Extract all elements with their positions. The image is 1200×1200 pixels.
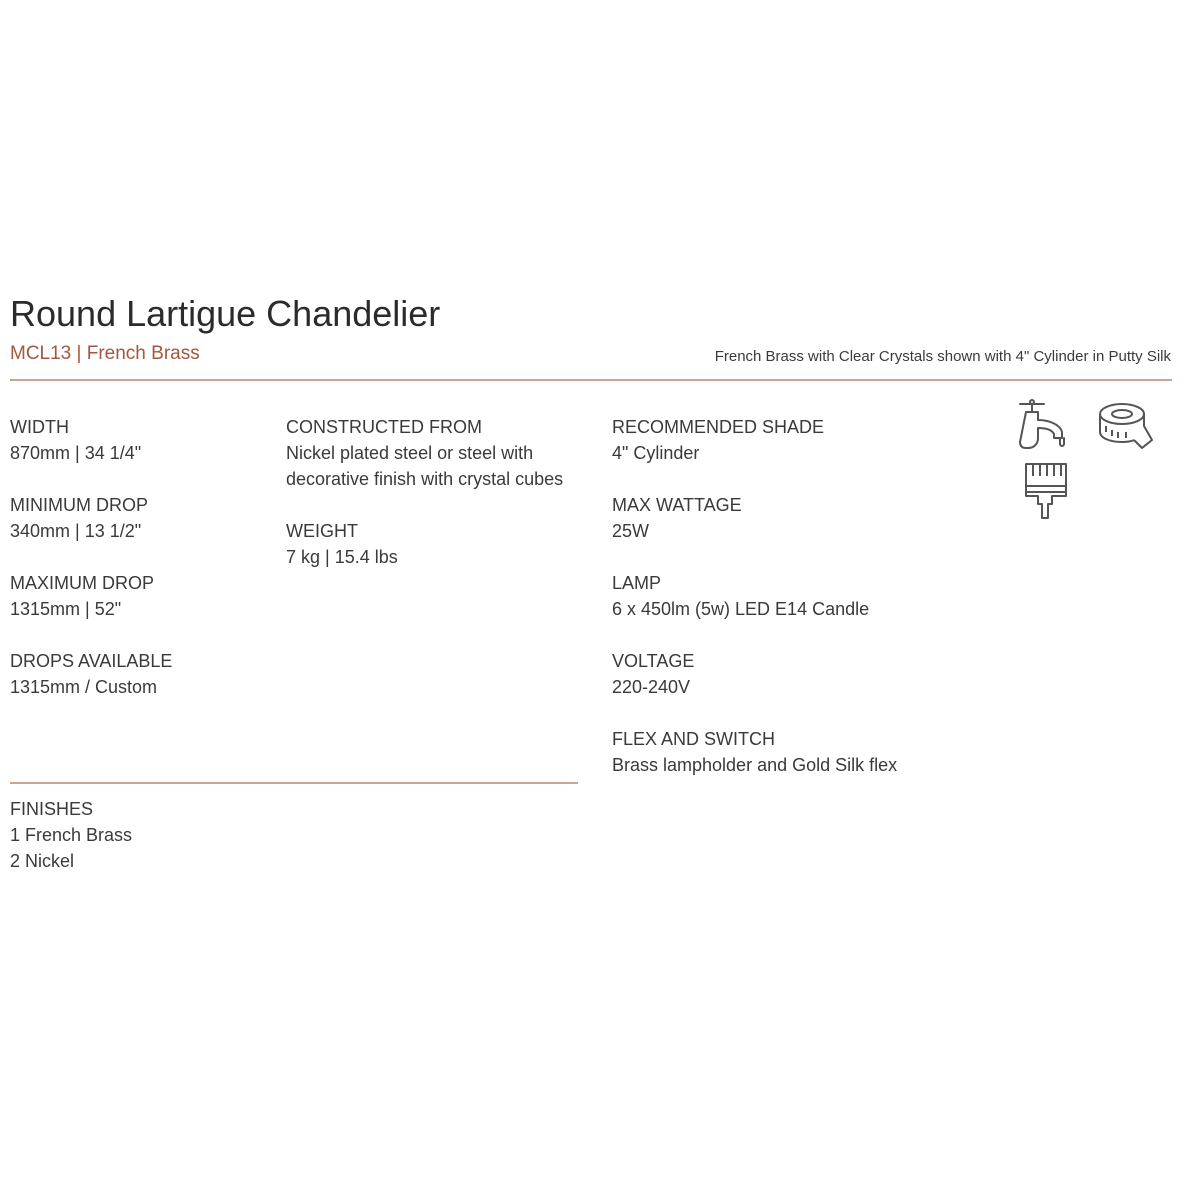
- image-caption: French Brass with Clear Crystals shown with 4" Cylinder in Putty Silk: [714, 348, 1171, 365]
- finish-item: 2 Nickel: [10, 851, 75, 871]
- spec-label: MAX WATTAGE: [612, 495, 742, 515]
- finish-item: 1 French Brass: [10, 825, 133, 845]
- spec-label: CONSTRUCTED FROM: [286, 417, 482, 437]
- spec-column-3: [612, 414, 992, 804]
- spec-width: [10, 414, 270, 466]
- spec-lamp: [612, 570, 992, 622]
- spec-value: 1315mm | 52": [10, 599, 122, 619]
- spec-value: 870mm | 34 1/4": [10, 443, 142, 463]
- spec-maximum-drop: [10, 570, 270, 622]
- spec-label: WIDTH: [10, 417, 69, 437]
- paint-brush-icon: [1022, 462, 1070, 520]
- spec-label: LAMP: [612, 573, 662, 593]
- spec-column-2: [286, 414, 606, 596]
- product-code-finish: MCL13 | French Brass: [10, 343, 200, 364]
- spec-value: 4" Cylinder: [612, 443, 700, 463]
- spec-value: 1315mm / Custom: [10, 677, 158, 697]
- spec-flex-and-switch: [612, 726, 992, 778]
- finishes-label: FINISHES: [10, 799, 94, 819]
- spec-value: decorative finish with crystal cubes: [286, 469, 564, 489]
- spec-label: RECOMMENDED SHADE: [612, 417, 825, 437]
- spec-value: 7 kg | 15.4 lbs: [286, 547, 398, 567]
- spec-weight: [286, 518, 606, 570]
- spec-label: VOLTAGE: [612, 651, 695, 671]
- spec-value: 25W: [612, 521, 650, 541]
- tap-icon: [1016, 398, 1076, 456]
- product-title: Round Lartigue Chandelier: [10, 293, 441, 334]
- spec-minimum-drop: [10, 492, 270, 544]
- spec-value: 340mm | 13 1/2": [10, 521, 142, 541]
- spec-label: MAXIMUM DROP: [10, 573, 154, 593]
- spec-label: MINIMUM DROP: [10, 495, 148, 515]
- finishes-divider: [10, 782, 578, 784]
- spec-constructed-from: [286, 414, 606, 492]
- spec-drops-available: [10, 648, 270, 700]
- spec-value: 220-240V: [612, 677, 691, 697]
- header-divider: [10, 379, 1172, 381]
- spec-label: DROPS AVAILABLE: [10, 651, 173, 671]
- finishes-section: [10, 796, 132, 874]
- spec-voltage: [612, 648, 992, 700]
- spec-value: 6 x 450lm (5w) LED E14 Candle: [612, 599, 870, 619]
- spec-value: Brass lampholder and Gold Silk flex: [612, 755, 898, 775]
- spec-value: Nickel plated steel or steel with: [286, 443, 534, 463]
- spec-recommended-shade: [612, 414, 992, 466]
- feature-icons: [1016, 398, 1156, 523]
- tape-measure-icon: [1096, 400, 1156, 452]
- spec-label: WEIGHT: [286, 521, 358, 541]
- spec-column-1: [10, 414, 270, 726]
- spec-label: FLEX AND SWITCH: [612, 729, 776, 749]
- spec-max-wattage: [612, 492, 992, 544]
